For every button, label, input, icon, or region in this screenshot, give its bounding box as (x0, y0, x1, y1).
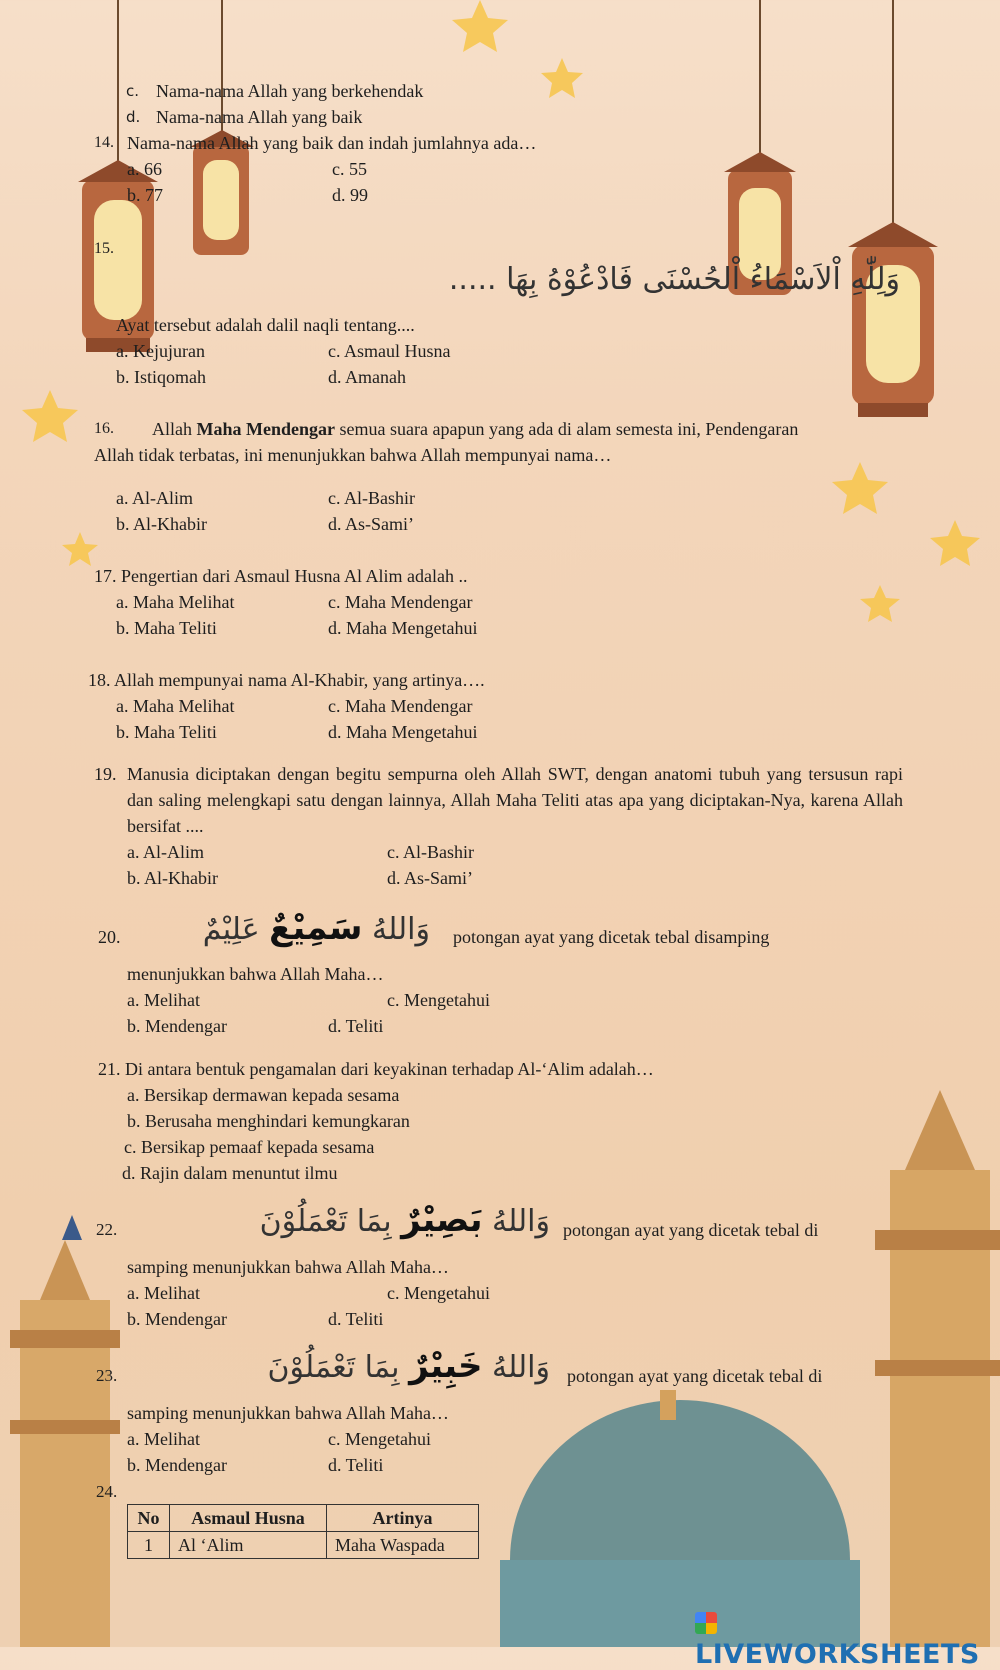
q17-option-d: d. Maha Mengetahui (328, 618, 478, 638)
q20-option-d: d. Teliti (328, 1016, 384, 1036)
q20-option-b: b. Mendengar (127, 1016, 227, 1036)
q21-question: 21. Di antara bentuk pengamalan dari keyakinan terhadap Al-‘Alim adalah… (98, 1059, 654, 1079)
q17-question: 17. Pengertian dari Asmaul Husna Al Alim adalah .. (94, 566, 468, 586)
q20-option-c: c. Mengetahui (387, 990, 490, 1010)
q22-arabic-pre: وَاللهُ (482, 1204, 550, 1239)
q23-option-c: c. Mengetahui (328, 1429, 431, 1449)
q20-option-a: a. Melihat (127, 990, 200, 1010)
q18-question: 18. Allah mempunyai nama Al-Khabir, yang artinya…. (88, 670, 485, 690)
q20-arabic-post: عَلِيْمٌ (202, 912, 270, 947)
q13-option-c: Nama-nama Allah yang berkehendak (156, 81, 424, 101)
q21-option-b: b. Berusaha menghindari kemungkaran (127, 1111, 410, 1131)
q16-question-line2: Allah tidak terbatas, ini menunjukkan bahwa Allah mempunyai nama… (94, 445, 612, 465)
q19-option-b: b. Al-Khabir (127, 868, 218, 888)
q16-option-b: b. Al-Khabir (116, 514, 207, 534)
q16-number: 16. (94, 420, 114, 437)
liveworksheets-logo-icon (695, 1612, 717, 1634)
q17-option-c: c. Maha Mendengar (328, 592, 473, 612)
table-header-row (128, 1505, 479, 1532)
q21-option-a: a. Bersikap dermawan kepada sesama (127, 1085, 400, 1105)
q14-option-d: d. 99 (332, 185, 368, 205)
q17-option-a: a. Maha Melihat (116, 592, 235, 612)
q19-number: 19. (94, 764, 117, 784)
table-header-asmaul-husna: Asmaul Husna (170, 1505, 327, 1532)
table-cell-artinya: Maha Waspada (327, 1532, 479, 1559)
q20-question: potongan ayat yang dicetak tebal disamping (453, 927, 770, 947)
q22-question: potongan ayat yang dicetak tebal di (563, 1220, 819, 1240)
q18-option-c: c. Maha Mendengar (328, 696, 473, 716)
q14-option-b: b. 77 (127, 185, 163, 205)
q15-number: 15. (94, 240, 114, 257)
q13-label-c: c. (126, 82, 140, 100)
table-header-artinya: Artinya (327, 1505, 479, 1532)
q15-arabic-verse: وَلِلّٰهِ اْلاَسْمَاءُ اْلحُسْنَى فَادْعُوْهُ بِهَا ..... (448, 262, 900, 297)
q24-number: 24. (96, 1482, 118, 1501)
q13-label-d: d. (126, 108, 141, 126)
q16-text-bold: Maha Mendengar (196, 419, 335, 439)
q15-question: Ayat tersebut adalah dalil naqli tentang.... (116, 315, 415, 335)
q16-option-c: c. Al-Bashir (328, 488, 415, 508)
q14-number: 14. (94, 134, 114, 151)
q20-arabic-bold: سَمِيْعٌ (269, 908, 363, 948)
q16-option-d: d. As-Sami’ (328, 514, 415, 534)
q15-option-d: d. Amanah (328, 367, 406, 387)
q20-number: 20. (98, 927, 121, 947)
q22-arabic-post: بِمَا تَعْمَلُوْنَ (259, 1204, 402, 1239)
q21-option-d: d. Rajin dalam menuntut ilmu (122, 1163, 338, 1183)
q23-option-d: d. Teliti (328, 1455, 384, 1475)
q18-option-a: a. Maha Melihat (116, 696, 235, 716)
q23-arabic-bold: خَبِيْرٌ (409, 1346, 483, 1386)
q19-option-d: d. As-Sami’ (387, 868, 474, 888)
q22-option-a: a. Melihat (127, 1283, 200, 1303)
q20-arabic-verse (203, 908, 430, 948)
q17-option-b: b. Maha Teliti (116, 618, 217, 638)
asmaul-husna-table (127, 1504, 479, 1559)
q22-option-c: c. Mengetahui (387, 1283, 490, 1303)
q15-option-a: a. Kejujuran (116, 341, 205, 361)
q22-arabic-verse (260, 1200, 550, 1240)
q23-arabic-pre: وَاللهُ (482, 1350, 550, 1385)
q23-question-line2: samping menunjukkan bahwa Allah Maha… (127, 1403, 449, 1423)
table-cell-no: 1 (128, 1532, 170, 1559)
q19-question: Manusia diciptakan dengan begitu sempurna oleh Allah SWT, dengan anatomi tubuh yang tersusun rapi dan saling melengkapi satu dengan lainnya, Allah Maha Teliti atas apa yang diciptakan-Nya, karena Allah bersifat .... (127, 764, 903, 836)
q22-question-line2: samping menunjukkan bahwa Allah Maha… (127, 1257, 449, 1277)
q23-arabic-post: بِمَا تَعْمَلُوْنَ (267, 1350, 410, 1385)
q23-arabic-verse (268, 1346, 550, 1386)
q13-option-d: Nama-nama Allah yang baik (156, 107, 363, 127)
q15-option-b: b. Istiqomah (116, 367, 206, 387)
q23-question: potongan ayat yang dicetak tebal di (567, 1366, 823, 1386)
q19-option-c: c. Al-Bashir (387, 842, 474, 862)
q22-arabic-bold: بَصِيْرٌ (401, 1200, 483, 1240)
q21-option-c: c. Bersikap pemaaf kepada sesama (124, 1137, 375, 1157)
q16-option-a: a. Al-Alim (116, 488, 193, 508)
q20-question-line2: menunjukkan bahwa Allah Maha… (127, 964, 384, 984)
q15-option-c: c. Asmaul Husna (328, 341, 451, 361)
q23-option-a: a. Melihat (127, 1429, 200, 1449)
q23-number: 23. (96, 1366, 118, 1385)
q18-option-b: b. Maha Teliti (116, 722, 217, 742)
q19-option-a: a. Al-Alim (127, 842, 204, 862)
q20-arabic-pre: وَاللهُ (362, 912, 430, 947)
q16-text-pre: Allah (152, 419, 197, 439)
q22-option-b: b. Mendengar (127, 1309, 227, 1329)
q14-option-c: c. 55 (332, 159, 367, 179)
q23-option-b: b. Mendengar (127, 1455, 227, 1475)
q16-text-post: semua suara apapun yang ada di alam semesta ini, Pendengaran (335, 419, 799, 439)
table-cell-asmaul-husna: Al ‘Alim (170, 1532, 327, 1559)
q16-question-line1 (152, 418, 798, 440)
table-header-no: No (128, 1505, 170, 1532)
q22-option-d: d. Teliti (328, 1309, 384, 1329)
q14-question: Nama-nama Allah yang baik dan indah jumlahnya ada… (127, 133, 537, 153)
liveworksheets-brand-text: LIVEWORKSHEETS (695, 1639, 980, 1670)
q14-option-a: a. 66 (127, 159, 162, 179)
liveworksheets-logo[interactable] (695, 1608, 1000, 1670)
q22-number: 22. (96, 1220, 118, 1239)
table-row (128, 1532, 479, 1559)
q18-option-d: d. Maha Mengetahui (328, 722, 478, 742)
